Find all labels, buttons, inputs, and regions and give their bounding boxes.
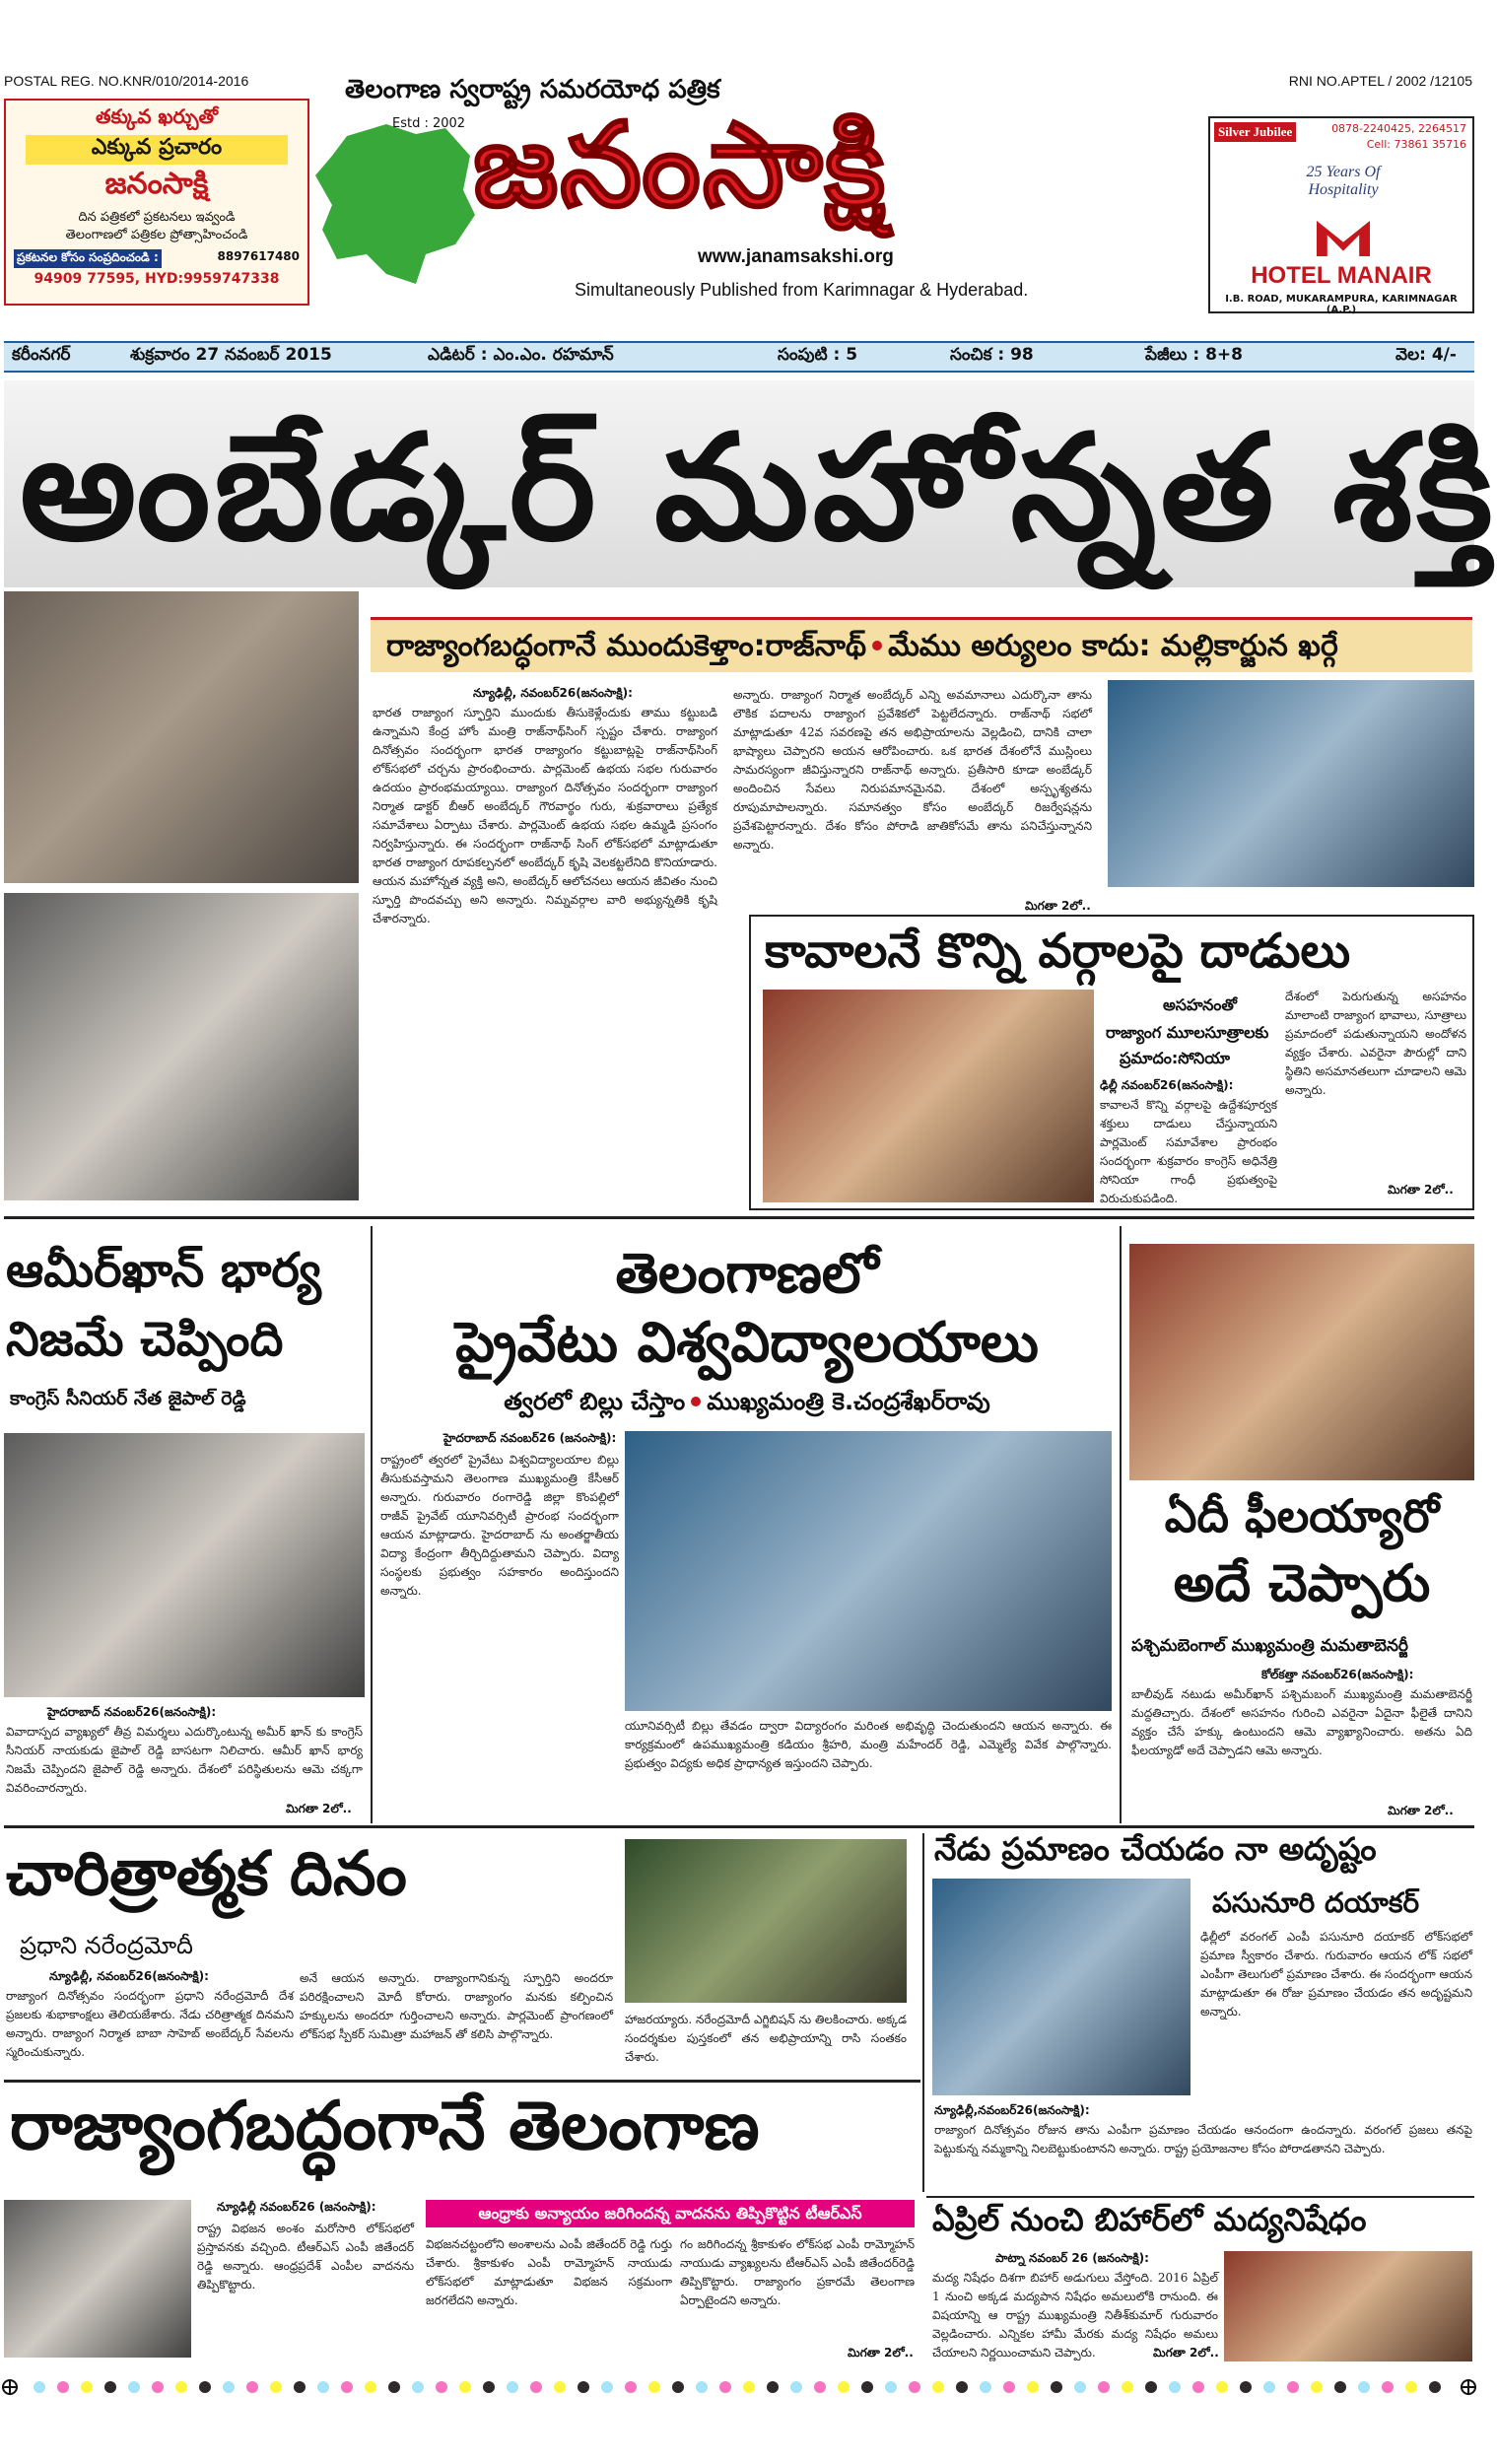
left-ad-contact-row bbox=[6, 245, 307, 268]
lead-headline: అంబేడ్కర్ మహోన్నత శక్తి bbox=[20, 403, 1497, 573]
registration-dot bbox=[412, 2381, 424, 2393]
photo-sonia-gandhi bbox=[763, 990, 1094, 1202]
mamata-byline: పశ్చిమబెంగాల్ ముఖ్యమంత్రి మమతాబెనర్జీ bbox=[1131, 1636, 1409, 1656]
sonia-headline: కావాలనే కొన్ని వర్గాలపై దాడులు bbox=[765, 924, 1351, 979]
registration-dot bbox=[246, 2381, 258, 2393]
sonia-kicker-2: రాజ్యాంగ మూలసూత్రాలకు bbox=[1106, 1023, 1269, 1042]
registration-dot bbox=[625, 2381, 637, 2393]
dateline-pages: పేజీలు : 8+8 bbox=[1145, 345, 1243, 365]
aamir-body: వివాదాస్పద వ్యాఖ్యలో తీవ్ర విమర్శలు ఎదుర్కొంటున్న అమీర్ ఖాన్ కు కాంగ్రెస్ సీనియర్ నాయకుడు జైపాల్ రెడ్డి బాసటగా నిలిచారు. ఆమీర్ ఖాన్ భార్య నిజమే చెప్పిందని జైపాల్ రెడ్డి అన్నారు. దేశంలో పరిస్థితులను ఆమె చక్కగా వివరించారన్నారు. bbox=[6, 1725, 363, 1795]
registration-dot bbox=[1263, 2381, 1275, 2393]
registration-dot bbox=[1240, 2381, 1252, 2393]
modi-body-col2: అనే ఆయన అన్నారు. రాజ్యాంగానికున్న స్ఫూర్తిని అందరూ పరిరక్షించాలని మోదీ కోరారు. రాజ్యాంగం మనకు కల్పించిన హక్కులను అందరూ గుర్తించాలని అన్నారు. పార్లమెంట్ ప్రాంగణంలో లోక్‌సభ స్పీకర్ సుమిత్రా మహాజన్ తో కలిసి పాల్గొన్నారు. bbox=[300, 1971, 613, 2041]
registration-dot bbox=[1334, 2381, 1346, 2393]
photo-kcr bbox=[625, 1431, 1112, 1711]
registration-dot bbox=[672, 2381, 684, 2393]
modi-byline: ప్రధాని నరేంద్రమోదీ bbox=[20, 1932, 193, 1959]
telangana-dateline: న్యూఢిల్లీ నవంబర్26 (జనంసాక్షి): bbox=[217, 2200, 376, 2214]
telangana-map-logo bbox=[307, 116, 480, 294]
registration-color-bar bbox=[0, 2375, 1478, 2399]
telangana-body-col1: రాష్ట్ర విభజన అంశం మరోసారి లోక్‌సభలో ప్రస్తావనకు వచ్చింది. టీఆర్ఎస్ ఎంపీ జితేందర్ రెడ్డి అన్నారు. ఆంధ్రప్రదేశ్ ఎంపీల వాదనను తిప్పికొట్టారు. bbox=[197, 2222, 414, 2292]
dateline-price: వెల: 4/- bbox=[1395, 345, 1457, 365]
registration-dot bbox=[34, 2381, 45, 2393]
photo-pasunuri-dayakar bbox=[932, 1879, 1191, 2095]
registration-dot bbox=[578, 2381, 589, 2393]
registration-dot bbox=[1287, 2381, 1299, 2393]
lead-body-col2: అన్నారు. రాజ్యాంగ నిర్మాత అంబేద్కర్ ఎన్ని అవమానాలు ఎదుర్కొనా తాను లౌకిక పదాలను రాజ్యాంగ ప్రవేశికలో పెట్టలేదన్నారు. రాజ్‌నాథ్ సభలో మాట్లాడుతూ 42వ సవరణపై తన అభిప్రాయాలను వెల్లడించి, దానికి చాలా భాష్యాలు చెప్పారని అయన ఆరోపించారు. ఒక భారత దేశంలోనే ముస్లింలు సామరస్యంగా జీవిస్తున్నారని రాజ్‌నాథ్ అన్నారు. ప్రతీసారి కూడా అంబేడ్కర్ అందించిన సేవలు నిరుపమానమైనవి. దేశంలో అస్పృశ్యతను రూపుమాపాలన్నారు. సమానత్వం కోసం అంబేద్కర్ రిజర్వేషన్లను ప్రవేశపెట్టారన్నారు. దేశం కోసం పోరాడి జాతికోసమే తాను పనిచేస్తున్నానని అన్నారు. bbox=[733, 688, 1092, 852]
registration-dot bbox=[719, 2381, 731, 2393]
sonia-kicker-3: ప్రమాదం:సోనియా bbox=[1120, 1049, 1230, 1067]
published-from: Simultaneously Published from Karimnagar & Hyderabad. bbox=[575, 280, 1029, 300]
right-ad-years: 25 Years Of Hospitality bbox=[1306, 164, 1381, 198]
aamir-dateline: హైదరాబాద్ నవంబర్26(జనంసాక్షి): bbox=[47, 1705, 217, 1719]
registration-dot bbox=[365, 2381, 376, 2393]
bullet-icon bbox=[691, 1397, 701, 1406]
registration-dot bbox=[530, 2381, 542, 2393]
photo-sumitra-mahajan bbox=[4, 591, 359, 883]
left-ad-phone1: 8897617480 bbox=[217, 249, 300, 263]
registration-dot bbox=[1169, 2381, 1181, 2393]
sonia-body-col1: కావాలనే కొన్ని వర్గాలపై ఉద్దేశపూర్వక శక్తులు దాడులు చేస్తున్నాయని పార్లమెంట్ సమావేశాల ప్రారంభం సందర్భంగా శుక్రవారం కాంగ్రెస్ అధినేత్రి సోనియా గాంధీ ప్రభుత్వంపై విరుచుకుపడింది. bbox=[1100, 1098, 1277, 1205]
registration-dot bbox=[294, 2381, 306, 2393]
kcr-sub-right: ముఖ్యమంత్రి కె.చంద్రశేఖర్‌రావు bbox=[707, 1388, 990, 1415]
registration-dot bbox=[743, 2381, 755, 2393]
dateline-editor: ఎడిటర్ : ఎం.ఎం. రహమాన్ bbox=[428, 345, 614, 365]
registration-dot bbox=[767, 2381, 779, 2393]
left-ad-line3: దిన పత్రికలో ప్రకటనలు ఇవ్వండి bbox=[78, 210, 236, 225]
registration-dot bbox=[1098, 2381, 1110, 2393]
kcr-sub-left: త్వరలో బిల్లు చేస్తాం bbox=[504, 1388, 686, 1415]
tagline: తెలంగాణ స్వరాష్ట్ర సమరయోధ పత్రిక bbox=[345, 75, 720, 104]
sonia-kicker-1: అసహనంతో bbox=[1163, 995, 1238, 1014]
registration-dot bbox=[648, 2381, 660, 2393]
registration-dot bbox=[932, 2381, 944, 2393]
dateline-city: కరీంనగర్ bbox=[12, 345, 71, 365]
dateline-issue: సంచిక : 98 bbox=[950, 345, 1034, 365]
right-ad-address: I.B. ROAD, MUKARAMPURA, KARIMNAGAR (A.P.) bbox=[1225, 294, 1458, 315]
lead-sub-left: రాజ్యాంగబద్ధంగానే ముందుకెళ్తాం:రాజ్‌నాథ్ bbox=[386, 628, 867, 663]
registration-dot bbox=[1074, 2381, 1086, 2393]
registration-dot bbox=[128, 2381, 140, 2393]
registration-dot bbox=[790, 2381, 802, 2393]
rule-horizontal-2 bbox=[4, 1825, 1474, 1828]
masthead-logo: జనంసాక్షి bbox=[473, 97, 888, 233]
photo-nitish-kumar bbox=[1224, 2251, 1472, 2361]
photo-jithender-reddy bbox=[4, 2200, 191, 2358]
right-ad-hotel[interactable] bbox=[1208, 116, 1474, 313]
right-ad-hotel-name: HOTEL MANAIR bbox=[1251, 262, 1432, 289]
modi-body-col3: హాజరయ్యారు. నరేంద్రమోదీ ఎగ్జిబిషన్ ను తిలకించారు. అక్కడ సందర్శకుల పుస్తకంలో తన అభిప్రాయాన్ని రాసి సంతకం చేశారు. bbox=[625, 2013, 907, 2064]
registration-dot bbox=[1192, 2381, 1204, 2393]
mamata-headline-2: అదే చెప్పారు bbox=[1173, 1554, 1431, 1613]
dateline-volume: సంపుటి : 5 bbox=[778, 345, 858, 365]
left-ad-brand: జనంసాక్షి bbox=[104, 167, 209, 201]
telangana-body-col3: గం జరిగిందన్న శ్రీకాకుళం లోక్‌సభ ఎంపీ రామ్మోహన్ నాయుడు వ్యాఖ్యలను టీఆర్ఎస్ ఎంపీ జితేందర్‌రెడ్డి తిప్పికొట్టారు. రాజ్యాంగం ప్రకారమే తెలంగాణ ఏర్పాటైందని అన్నారు. bbox=[680, 2237, 915, 2307]
rule-vertical-1 bbox=[371, 1226, 373, 1823]
dateline-bar bbox=[4, 341, 1474, 373]
registration-dot bbox=[814, 2381, 826, 2393]
registration-dot bbox=[436, 2381, 447, 2393]
bihar-headline: ఏప్రిల్ నుంచి బిహార్‌లో మద్యనిషేధం bbox=[932, 2201, 1367, 2238]
aamir-headline-2: నిజమే చెప్పింది bbox=[6, 1312, 284, 1367]
right-ad-cell: Cell: 73861 35716 bbox=[1366, 138, 1466, 151]
registration-dot bbox=[388, 2381, 400, 2393]
rule-horizontal-1 bbox=[4, 1216, 1474, 1219]
aamir-continued: మిగతా 2లో.. bbox=[286, 1802, 352, 1815]
estd: Estd : 2002 bbox=[392, 116, 466, 131]
telangana-banner: ఆంధ్రాకు అన్యాయం జరిగిందన్న వాదనను తిప్పికొట్టిన టీఆర్ఎస్ bbox=[426, 2200, 915, 2227]
registration-dot bbox=[317, 2381, 329, 2393]
registration-dot bbox=[152, 2381, 164, 2393]
photo-jaipal-reddy bbox=[4, 1433, 365, 1697]
mamata-dateline: కోల్‌కత్తా నవంబర్26(జనంసాక్షి): bbox=[1261, 1668, 1414, 1681]
photo-rajnath-singh bbox=[4, 893, 359, 1200]
registration-dot bbox=[696, 2381, 708, 2393]
registration-dot bbox=[1027, 2381, 1039, 2393]
registration-dot bbox=[483, 2381, 495, 2393]
registration-dot bbox=[838, 2381, 850, 2393]
telangana-continued: మిగతా 2లో.. bbox=[848, 2346, 914, 2360]
dateline-date: శుక్రవారం 27 నవంబర్ 2015 bbox=[130, 345, 332, 365]
mamata-headline-1: ఏదీ ఫీలయ్యారో bbox=[1164, 1489, 1440, 1542]
telangana-body-col2: విభజనచట్టంలోని అంశాలను ఎంపీ జితేందర్ రెడ్డి గుర్తు చేశారు. శ్రీకాకుళం ఎంపీ రామ్మోహన్ నాయుడు లోక్‌సభలో మాట్లాడుతూ విభజన సక్రమంగా జరగలేదని అన్నారు. bbox=[426, 2237, 672, 2307]
dayakar-byline: పసునూరి దయాకర్ bbox=[1212, 1886, 1420, 1919]
left-ad-line2: ఎక్కువ ప్రచారం bbox=[26, 135, 288, 165]
lead-dateline: న్యూఢిల్లీ, నవంబర్26(జనంసాక్షి): bbox=[473, 686, 633, 700]
mamata-body: బాలీవుడ్ నటుడు అమీర్‌ఖాన్ పశ్చిమబంగ్ ముఖ్యమంత్రి మమతాబెనర్జీ మద్దతిచ్చారు. దేశంలో అసహనం గురించి ఎవరైనా ఏదైనా ఫీలైతే దానిని వ్యక్తం చేసే హక్కు ఉంటుందని ఆమె వ్యాఖ్యానించారు. అతను ఏది ఫీలయ్యాడో అదే చెప్పాడని ఆమె అన్నారు. bbox=[1131, 1687, 1472, 1757]
bihar-dateline: పాట్నా నవంబర్ 26 (జనంసాక్షి): bbox=[995, 2251, 1149, 2265]
registration-dot bbox=[956, 2381, 968, 2393]
registration-dot bbox=[1051, 2381, 1062, 2393]
registration-dot bbox=[1216, 2381, 1228, 2393]
hotel-logo-icon bbox=[1317, 221, 1370, 256]
registration-dot bbox=[1003, 2381, 1015, 2393]
registration-dot bbox=[885, 2381, 897, 2393]
lead-subheadline-bar bbox=[371, 617, 1472, 672]
lead-sub-right: మేము అర్యులం కాదు: మల్లికార్జున ఖర్గే bbox=[888, 628, 1338, 663]
sonia-continued: మిగతా 2లో.. bbox=[1388, 1183, 1454, 1197]
registration-dot bbox=[175, 2381, 187, 2393]
lead-continued: మిగతా 2లో.. bbox=[1025, 899, 1091, 913]
registration-dot bbox=[1429, 2381, 1441, 2393]
rule-vertical-2 bbox=[1120, 1226, 1122, 1823]
kcr-headline-2: ప్రైవేటు విశ్వవిద్యాలయాలు bbox=[455, 1311, 1039, 1375]
registration-dot bbox=[1405, 2381, 1417, 2393]
dayakar-body-col2: రాజ్యాంగ దినోత్సవం రోజున తాను ఎంపీగా ప్రమాణం చేయడం ఆనందంగా ఉందన్నారు. వరంగల్ ప్రజలు తనపై పెట్టుకున్న నమ్మకాన్ని నిలబెట్టుకుంటానని అన్నారు. రాష్ట్ర ప్రయోజనాల కోసం పోరాడతానని చెప్పారు. bbox=[934, 2123, 1472, 2156]
left-ad[interactable] bbox=[4, 99, 309, 306]
registration-dot bbox=[601, 2381, 613, 2393]
registration-dot bbox=[1382, 2381, 1394, 2393]
bullet-icon bbox=[872, 641, 882, 650]
mamata-continued: మిగతా 2లో.. bbox=[1388, 1804, 1454, 1817]
photo-narendra-modi bbox=[625, 1839, 907, 2003]
registration-dot bbox=[1311, 2381, 1323, 2393]
lead-body-col1: భారత రాజ్యాంగ స్ఫూర్తిని ముందుకు తీసుకెళ్లేందుకు తాము కట్టుబడి ఉన్నామని కేంద్ర హోం మంత్రి రాజ్‌నాథ్‌సింగ్ స్పష్టం చేశారు. రాజ్యాంగ దినోత్సవం సందర్భంగా భారత రాజ్యాంగం కట్టుబాట్లపై రాజ్‌నాథ్‌సింగ్ లోక్‌సభలో చర్చను ప్రారంభించారు. పార్లమెంట్ ఉభయ సభల గురువారం ఉదయం ప్రారంభమయ్యాయి. రాజ్యాంగ దినోత్సవం సందర్భంగా రాజ్యాంగ నిర్మాత డాక్టర్ బీఆర్ అంబేద్కర్ గౌరవార్థం గురు, శుక్రవారాలు ప్రత్యేక సమావేశాలు ఏర్పాటు చేశారు. పార్లమెంట్ ఉభయ సభల ఉమ్మడి ప్రసంగం నిర్వహిస్తున్నారు. ఈ సందర్భంగా రాజ్‌నాథ్ సింగ్ లోక్‌సభలో మాట్లాడుతూ భారత రాజ్యాంగ రూపకల్పనలో అంబేద్కర్ కృషి వెలకట్టలేనిది కొనియాడారు. ఆయన మహోన్నత వ్యక్తి అని, అంబేద్కర్ ఆలోచనలు ఆయన జీవితం నుంచి స్ఫూర్తి పొందవచ్చు అని అన్నారు. నిమ్నవర్గాల వారి అభ్యున్నతికి కృషి చేశారన్నారు. bbox=[373, 706, 717, 925]
dayakar-body-col1: ఢిల్లీలో వరంగల్ ఎంపీ పసునూరి దయాకర్ లోక్‌సభలో ప్రమాణ స్వీకారం చేశారు. గురువారం ఆయన లోక్ సభలో ఎంపీగా తెలుగులో ప్రమాణం చేశారు. ఈ సందర్భంగా ఆయన మాట్లాడుతూ ఈ రోజు ప్రమాణం చేయడం తన అదృష్టమని అన్నారు. bbox=[1200, 1930, 1472, 2019]
registration-dot bbox=[341, 2381, 353, 2393]
registration-dot bbox=[1145, 2381, 1157, 2393]
rni-number: RNI NO.APTEL / 2002 /12105 bbox=[1288, 73, 1472, 89]
kcr-body-col2: యూనివర్సిటీ బిల్లు తేవడం ద్వారా విద్యారంగం మరింత అభివృద్ధి చెందుతుందని ఆయన అన్నారు. ఈ కార్యక్రమంలో ఉపముఖ్యమంత్రి కడియం శ్రీహరి, మంత్రి మహేందర్ రెడ్డి, ఎమ్మెల్యే వివేక పాల్గొన్నారు. ప్రభుత్వం విద్యకు అధిక ప్రాధాన్యత ఇస్తుందని చెప్పారు. bbox=[625, 1719, 1112, 1770]
bihar-body: మద్య నిషేధం దిశగా బిహార్ అడుగులు వేస్తోంది. 2016 ఏప్రిల్ 1 నుంచి అక్కడ మద్యపాన నిషేధం అమలులోకి రానుంది. ఈ విషయాన్ని ఆ రాష్ట్ర ముఖ్యమంత్రి నితీశ్‌కుమార్ గురువారం వెల్లడించారు. ఎన్నికల హామీ మేరకు మద్య నిషేధం అమలు చేయాలని నిర్ణయించామని చెప్పారు. bbox=[932, 2271, 1218, 2360]
photo-mallikarjun-kharge bbox=[1108, 680, 1474, 887]
registration-dot bbox=[199, 2381, 211, 2393]
rule-horizontal-4 bbox=[926, 2196, 1474, 2198]
website[interactable]: www.janamsakshi.org bbox=[698, 246, 894, 267]
right-ad-silver: Silver Jubilee bbox=[1214, 122, 1296, 142]
modi-dateline: న్యూఢిల్లీ, నవంబర్26(జనంసాక్షి): bbox=[49, 1969, 209, 1983]
registration-dot bbox=[1122, 2381, 1133, 2393]
sonia-body-col2: దేశంలో పెరుగుతున్న అసహనం మాలాంటి రాజ్యాంగ భావాలు, సూత్రాలు ప్రమాదంలో పడుతున్నాయని అందోళన వ్యక్తం చేశారు. ఎవరైనా పౌరుల్లో దాని స్థితిని అసమానతలుగా చూడాలని ఆమె అన్నారు. bbox=[1285, 990, 1466, 1097]
registration-dot bbox=[104, 2381, 116, 2393]
kcr-dateline: హైదరాబాద్ నవంబర్26 (జనంసాక్షి): bbox=[443, 1431, 617, 1445]
aamir-headline-1: ఆమీర్‌ఖాన్ భార్య bbox=[6, 1243, 321, 1298]
aamir-byline: కాంగ్రెస్ సీనియర్ నేత జైపాల్ రెడ్డి bbox=[10, 1388, 246, 1409]
registration-dot bbox=[980, 2381, 991, 2393]
modi-headline: చారిత్రాత్మక దినం bbox=[6, 1837, 407, 1909]
kcr-headline-1: తెలంగాణలో bbox=[615, 1242, 879, 1306]
registration-dot bbox=[507, 2381, 518, 2393]
photo-mamata-banerjee bbox=[1129, 1244, 1474, 1480]
left-ad-line4: తెలంగాణలో పత్రికల ప్రోత్సాహించండి bbox=[65, 228, 248, 242]
left-ad-line1: తక్కువ ఖర్చుతో bbox=[95, 104, 219, 128]
registration-dot bbox=[554, 2381, 566, 2393]
dayakar-dateline: న్యూఢిల్లీ,నవంబర్26(జనంసాక్షి): bbox=[934, 2103, 1090, 2117]
left-ad-contact-label: ప్రకటనల కోసం సంప్రదించండి : bbox=[14, 249, 162, 268]
bihar-continued: మిగతా 2లో.. bbox=[1153, 2346, 1219, 2360]
rule-horizontal-3 bbox=[4, 2080, 920, 2083]
registration-dot bbox=[223, 2381, 235, 2393]
registration-dot bbox=[270, 2381, 282, 2393]
registration-dot bbox=[861, 2381, 873, 2393]
kcr-body-col1: రాష్ట్రంలో త్వరలో ప్రైవేటు విశ్వవిద్యాలయాల బిల్లు తీసుకువస్తామని తెలంగాణ ముఖ్యమంత్రి కేసీఆర్ అన్నారు. గురువారం రంగారెడ్డి జిల్లా కొంపల్లిలో రాజీవ్ ప్రైవేట్ యూనివర్సిటీ ప్రారంభ సందర్భంగా ఆయన మాట్లాడారు. హైదరాబాద్ ను అంతర్జాతీయ విద్యా కేంద్రంగా తీర్చిదిద్దుతామని చెప్పారు. విద్యా సంస్థలకు ప్రభుత్వం సహకారం అందిస్తుందని అన్నారు. bbox=[380, 1453, 619, 1598]
dayakar-headline: నేడు ప్రమాణం చేయడం నా అదృష్టం bbox=[934, 1830, 1377, 1868]
right-ad-phones: 0878-2240425, 2264517 bbox=[1331, 122, 1466, 135]
kcr-subheadline bbox=[382, 1390, 1112, 1414]
registration-dot bbox=[57, 2381, 69, 2393]
sonia-dateline: ఢిల్లీ నవంబర్26(జనంసాక్షి): bbox=[1100, 1078, 1234, 1092]
left-ad-phone2: 94909 77595, HYD:9959747338 bbox=[34, 271, 280, 287]
rule-vertical-3 bbox=[922, 1833, 924, 2192]
registration-dot bbox=[909, 2381, 920, 2393]
registration-dot bbox=[81, 2381, 93, 2393]
telangana-headline: రాజ్యాంగబద్ధంగానే తెలంగాణ bbox=[10, 2088, 760, 2165]
registration-dot bbox=[1358, 2381, 1370, 2393]
postal-reg: POSTAL REG. NO.KNR/010/2014-2016 bbox=[4, 73, 249, 89]
registration-dot bbox=[459, 2381, 471, 2393]
modi-body-col1: రాజ్యాంగ దినోత్సవం సందర్భంగా ప్రధాని నరేంద్రమోదీ దేశ ప్రజలకు శుభాకాంక్షలు తెలియజేశారు. నేడు చరిత్రాత్మక దినమని అన్నారు. రాజ్యాంగ నిర్మాత బాబా సాహెబ్ అంబేద్కర్ సేవలను స్మరించుకున్నారు. bbox=[6, 1989, 294, 2059]
